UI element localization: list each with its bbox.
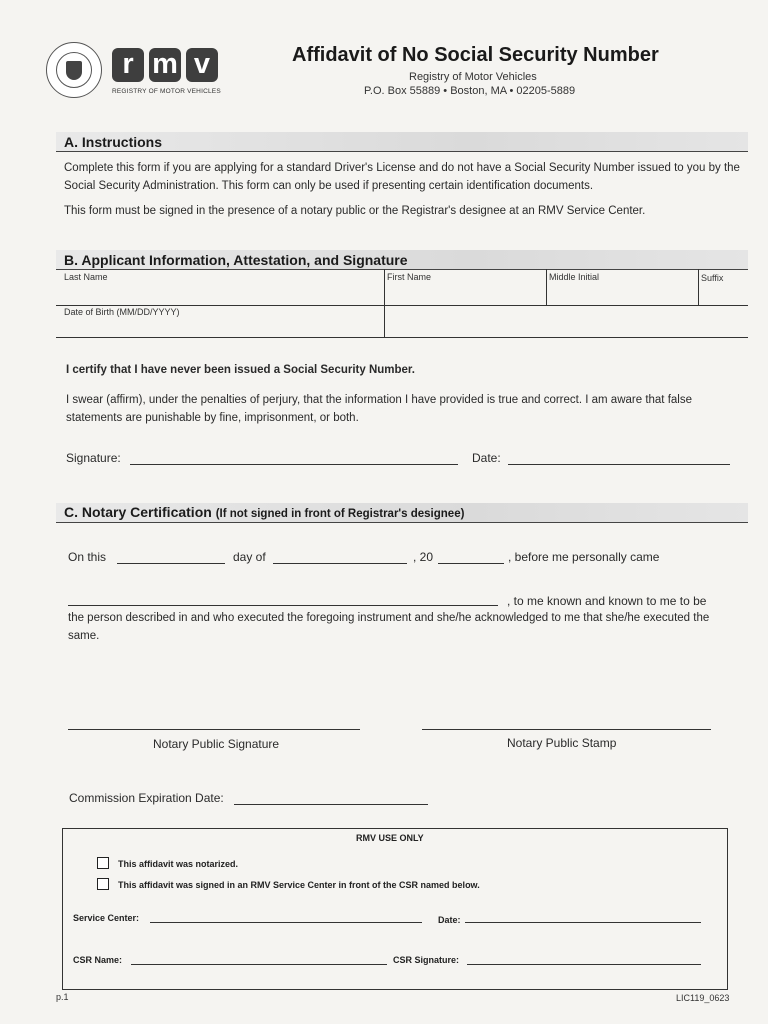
section-c-title-paren: (If not signed in front of Registrar's designee) xyxy=(215,508,465,520)
section-a-title: A. Instructions xyxy=(64,134,163,150)
signed-in-rmv-checkbox[interactable] xyxy=(97,878,109,890)
commission-expiration-line[interactable] xyxy=(234,792,428,805)
csr-signature-line[interactable] xyxy=(467,952,701,965)
name-divider-3 xyxy=(698,269,699,305)
before-me-label: , before me personally came xyxy=(508,550,660,564)
on-this-label: On this xyxy=(68,550,107,564)
middle-initial-field[interactable] xyxy=(550,281,695,303)
shield-icon xyxy=(66,61,82,80)
rmv-date-label: Date: xyxy=(438,915,461,925)
service-center-line[interactable] xyxy=(150,910,422,923)
section-c-title-main: C. Notary Certification xyxy=(64,504,212,520)
state-seal-logo xyxy=(46,42,102,98)
rmv-use-only-panel xyxy=(62,828,728,990)
last-name-field[interactable] xyxy=(64,281,380,303)
notary-stamp-line[interactable] xyxy=(422,729,711,730)
section-a-rule xyxy=(56,151,748,152)
year-line[interactable] xyxy=(438,551,504,564)
dob-label: Date of Birth (MM/DD/YYYY) xyxy=(64,307,180,317)
csr-name-label: CSR Name: xyxy=(73,955,123,965)
commission-expiration-label: Commission Expiration Date: xyxy=(69,791,224,805)
rmv-logo-subtitle: REGISTRY OF MOTOR VEHICLES xyxy=(112,88,221,95)
rmv-logo-r: r xyxy=(112,48,144,82)
section-c-rule xyxy=(56,522,748,523)
signature-label: Signature: xyxy=(66,451,121,465)
instructions-paragraph-2: This form must be signed in the presence of a notary public or the Registrar's designee at an RMV Service Center. xyxy=(64,205,646,217)
page-number: p.1 xyxy=(56,992,69,1002)
middle-initial-label: Middle Initial xyxy=(549,272,600,282)
rmv-use-only-title: RMV USE ONLY xyxy=(356,833,424,843)
section-c-title xyxy=(64,504,464,520)
known-to-me-label: , to me known and known to me to be xyxy=(507,594,707,608)
month-line[interactable] xyxy=(273,551,407,564)
service-center-label: Service Center: xyxy=(73,913,140,923)
swear-statement: I swear (affirm), under the penalties of perjury, that the information I have provided is true and correct. I am aware that false statements are punishable by fine, imprisonment, or both. xyxy=(66,394,692,424)
rmv-date-line[interactable] xyxy=(465,910,701,923)
notary-signature-line[interactable] xyxy=(68,729,360,730)
applicant-date-line[interactable] xyxy=(508,452,730,465)
agency-address: P.O. Box 55889 • Boston, MA • 02205-5889 xyxy=(364,85,576,97)
dob-row-bottom xyxy=(56,337,748,338)
csr-signature-label: CSR Signature: xyxy=(393,955,460,965)
notary-described-statement: the person described in and who executed the foregoing instrument and she/he acknowledged to me that she/he executed the same. xyxy=(68,612,710,642)
date-label: Date: xyxy=(472,451,501,465)
suffix-label: Suffix xyxy=(701,273,724,283)
section-b-title: B. Applicant Information, Attestation, and Signature xyxy=(64,252,408,268)
day-number-line[interactable] xyxy=(117,551,225,564)
person-name-line[interactable] xyxy=(68,593,498,606)
year-prefix-label: , 20 xyxy=(413,550,434,564)
last-name-label: Last Name xyxy=(64,272,108,282)
dob-field[interactable] xyxy=(64,318,380,335)
notarized-checkbox-label: This affidavit was notarized. xyxy=(118,859,239,869)
rmv-logo-v: v xyxy=(186,48,218,82)
form-id: LIC119_0623 xyxy=(676,993,730,1003)
day-of-label: day of xyxy=(233,550,266,564)
name-divider-2 xyxy=(546,269,547,305)
dob-extra-field[interactable] xyxy=(388,308,746,335)
notarized-checkbox[interactable] xyxy=(97,857,109,869)
section-b-rule xyxy=(56,269,748,270)
notary-stamp-label: Notary Public Stamp xyxy=(507,736,617,750)
rmv-logo-m: m xyxy=(149,48,181,82)
certify-statement: I certify that I have never been issued a Social Security Number. xyxy=(66,364,415,376)
applicant-signature-line[interactable] xyxy=(130,452,458,465)
instructions-paragraph-1: Complete this form if you are applying for a standard Driver's License and do not have a Social Security Number issued to you by the Social Security Administration. This form can only be used if presenting certain identification documents. xyxy=(64,162,740,192)
document-title: Affidavit of No Social Security Number xyxy=(292,44,659,66)
first-name-field[interactable] xyxy=(388,281,543,303)
name-row-bottom xyxy=(56,305,748,306)
name-divider-1 xyxy=(384,269,385,337)
suffix-field[interactable] xyxy=(702,285,746,303)
notary-signature-label: Notary Public Signature xyxy=(153,737,280,751)
signed-in-rmv-checkbox-label: This affidavit was signed in an RMV Service Center in front of the CSR named below. xyxy=(118,880,480,890)
agency-name: Registry of Motor Vehicles xyxy=(409,71,537,83)
csr-name-line[interactable] xyxy=(131,952,387,965)
first-name-label: First Name xyxy=(387,272,432,282)
